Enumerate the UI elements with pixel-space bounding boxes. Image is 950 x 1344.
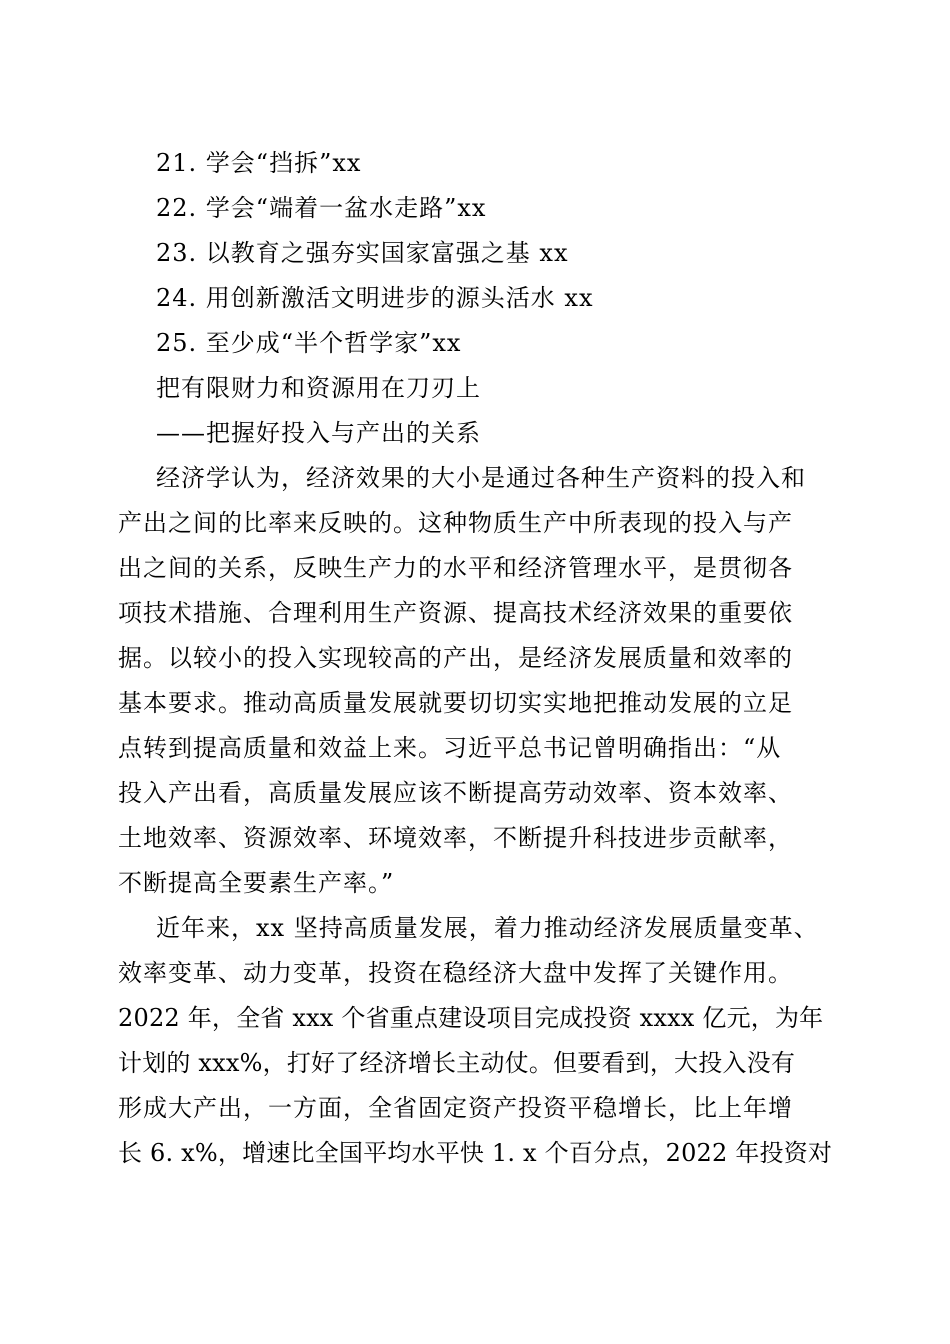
- paragraph-1-line: 经济学认为，经济效果的大小是通过各种生产资料的投入和: [156, 464, 806, 492]
- paragraph-2-line: 2022 年，全省 xxx 个省重点建设项目完成投资 xxxx 亿元，为年: [118, 1004, 824, 1032]
- list-item-25: 25. 至少成“半个哲学家”xx: [156, 329, 462, 357]
- article-title: 把有限财力和资源用在刀刃上: [156, 374, 481, 402]
- paragraph-1-line: 投入产出看，高质量发展应该不断提高劳动效率、资本效率、: [118, 779, 793, 807]
- paragraph-2-line: 计划的 xxx%，打好了经济增长主动仗。但要看到，大投入没有: [118, 1049, 796, 1077]
- paragraph-1-line: 点转到提高质量和效益上来。习近平总书记曾明确指出：“从: [118, 734, 782, 762]
- paragraph-1-line: 项技术措施、合理利用生产资源、提高技术经济效果的重要依: [118, 599, 793, 627]
- list-item-22: 22. 学会“端着一盆水走路”xx: [156, 194, 487, 222]
- paragraph-1-line: 不断提高全要素生产率。”: [118, 869, 395, 897]
- paragraph-1-line: 产出之间的比率来反映的。这种物质生产中所表现的投入与产: [118, 509, 793, 537]
- paragraph-1-line: 土地效率、资源效率、环境效率，不断提升科技进步贡献率，: [118, 824, 793, 852]
- paragraph-2-line: 近年来，xx 坚持高质量发展，着力推动经济发展质量变革、: [156, 914, 819, 942]
- article-subtitle: ——把握好投入与产出的关系: [156, 419, 481, 447]
- paragraph-1-line: 基本要求。推动高质量发展就要切切实实地把推动发展的立足: [118, 689, 793, 717]
- paragraph-2-line: 形成大产出，一方面，全省固定资产投资平稳增长，比上年增: [118, 1094, 793, 1122]
- list-item-24: 24. 用创新激活文明进步的源头活水 xx: [156, 284, 594, 312]
- paragraph-2-line: 长 6. x%，增速比全国平均水平快 1. x 个百分点，2022 年投资对: [118, 1139, 833, 1167]
- paragraph-1-line: 据。以较小的投入实现较高的产出，是经济发展质量和效率的: [118, 644, 793, 672]
- list-item-23: 23. 以教育之强夯实国家富强之基 xx: [156, 239, 569, 267]
- paragraph-1-line: 出之间的关系，反映生产力的水平和经济管理水平，是贯彻各: [118, 554, 793, 582]
- paragraph-2-line: 效率变革、动力变革，投资在稳经济大盘中发挥了关键作用。: [118, 959, 793, 987]
- list-item-21: 21. 学会“挡拆”xx: [156, 149, 362, 177]
